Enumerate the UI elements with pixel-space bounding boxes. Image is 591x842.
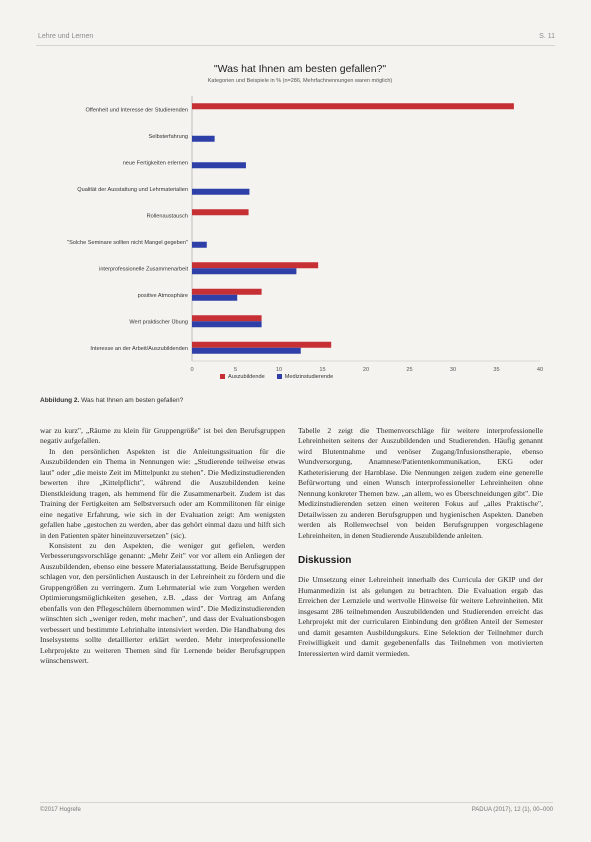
paragraph: Tabelle 2 zeigt die Themenvorschläge für weitere interprofessionelle Lehreinheiten seitens der Auszubildenden und Studierenden. Häufig genannt wird Blutentnahme und venöser Zugang/Infusionstherapie, ebenso Wundversorgung, Anamnese/Patientenkommunikation, EKG oder Katheterisierung der Harnblase. Die Nennungen zeigen zudem eine generelle Befürwortung und einen Wunsch interprofessioneller Lehreinheiten ohne Nennung konkreter Themen bzw. „an allem, wo es Überschneidungen gibt". Die Medizinstudierenden setzen einen weiteren Fokus auf „alles Praktische", Detailwissen zu anderen Berufsgruppen und hygienischen Aspekten. Daneben werden als Rollenwechsel von beiden Berufsgruppen vorgeschlagene Lehreinheiten, in denen Studierende Auszubildende anleiten. xyxy=(298,426,543,540)
x-tick-label: 5 xyxy=(233,367,238,373)
running-head xyxy=(36,33,555,45)
legend-swatch xyxy=(277,374,282,379)
header-divider xyxy=(36,45,555,46)
x-tick-label: 20 xyxy=(362,367,370,373)
figure-caption-text: Was hat Ihnen am besten gefallen? xyxy=(79,397,184,404)
footer-divider xyxy=(40,802,553,803)
figure-caption-label: Abbildung 2. xyxy=(40,397,80,404)
category-label: Selbsterfahrung xyxy=(148,133,188,140)
figure-caption xyxy=(40,397,183,404)
text-column-left xyxy=(40,426,285,666)
x-tick-label: 25 xyxy=(406,367,413,373)
paragraph: Die Umsetzung einer Lehreinheit innerhalb des Curricula der GKIP und der Humanmedizin ist als gelungen zu betrachten. Die Evaluation ergab das Erreichen der Lernziele und wertvolle Hinweise für weitere Lehreinheiten. Mit insgesamt 286 teilnehmenden Auszubildenden und Studierenden erreicht das Lehrprojekt mit der curricularen Einbindung den größten Anteil der Semester und damit gesamten Ausbildungskurs. Eine Selektion der Teilnehmer durch Freiwilligkeit und damit gegebenenfalls das Teilnehmen von motivierten Interessierten wird damit vermieden. xyxy=(298,575,543,658)
category-label: Qualität der Ausstattung und Lehrmaterialien xyxy=(77,186,188,193)
paragraph: In den persönlichen Aspekten ist die Anleitungssituation für die Auszubildenden ein Thema in Nennungen wie: „Studierende teilweise etwas laut" oder „die meiste Zeit im Mittelpunkt zu stehen". Die Medizinstudierenden bewerten ihre „Kittelpflicht", während die Auszubildenden keine Dienstkleidung tragen, als hemmend für die Zusammenarbeit. Zudem ist das Training der Fertigkeiten am Selbstversuch oder am Kommilitonen für einige eine negative Erfahrung, wie sich in der Evaluation zeigt: Am wenigsten gefallen habe „gestochen zu werden, aber das gehört einmal dazu und hilft sich in den Patienten später hineinzuversetzen" (sic). xyxy=(40,446,285,540)
bar-medizinstudierende xyxy=(192,348,301,354)
bar-medizinstudierende xyxy=(192,295,237,301)
category-label: positive Atmosphäre xyxy=(137,292,188,299)
paragraph: Konsistent zu den Aspekten, die weniger gut gefielen, werden Verbesserungsvorschläge genannt: „Mehr Zeit" vor vor allem ein Anliegen der Auszubildenden, ebenso eine bessere Materialausstattung. Beide Berufsgruppen schlagen vor, den persönlichen Austausch in der Lehreinheit zu fördern und die Gruppengrößen zu verringern. Zum Lehrmaterial wie zum Vorgehen werden Optimierungsmöglichkeiten gesehen, z.B. „dass der Vortrag am Anfang ebenfalls von den Pflegeschülern übernommen wird". Die Medizinstudierenden wünschten sich „weniger reden, mehr machen", und dass der Evaluationsbogen verbessert und bestimmte Lehrinhalte intensiviert werden. Die Handhabung des Inselsystems sollte detaillierter erklärt werden. Mehr interprofessionelle Lehrprojekte zu weiteren Themen sind für Lernende beider Berufsgruppen wünschenswert. xyxy=(40,540,285,665)
bar-medizinstudierende xyxy=(192,136,215,142)
running-head-page-number: S. 11 xyxy=(539,33,555,40)
footer-citation: PADUA (2017), 12 (1), 00–000 xyxy=(471,807,553,813)
legend-swatch xyxy=(220,374,225,379)
category-label: Rollenaustausch xyxy=(146,213,188,220)
paragraph: war zu kurz", „Räume zu klein für Gruppengröße" ist bei den Berufsgruppen negativ aufgefallen. xyxy=(40,426,285,446)
bar-medizinstudierende xyxy=(192,321,262,327)
bar-medizinstudierende xyxy=(192,162,246,168)
legend-label: Auszubildende xyxy=(228,374,265,380)
category-label: Interesse an der Arbeit/Auszubildenden xyxy=(90,345,188,352)
page-footer xyxy=(40,807,553,817)
bar-auszubildende xyxy=(192,209,249,215)
legend-label: Medizinstudierende xyxy=(284,374,334,380)
chart-plot xyxy=(40,58,560,388)
bar-auszubildende xyxy=(192,342,331,348)
x-tick-label: 10 xyxy=(275,367,283,373)
bar-medizinstudierende xyxy=(192,242,207,248)
category-label: neue Fertigkeiten erlernen xyxy=(122,160,188,167)
x-tick-label: 40 xyxy=(536,367,544,373)
bar-auszubildende xyxy=(192,315,262,321)
chart-legend xyxy=(220,374,345,384)
x-tick-label: 35 xyxy=(493,367,500,373)
bar-auszubildende xyxy=(192,103,514,109)
x-tick-label: 0 xyxy=(190,367,194,373)
text-column-right xyxy=(298,426,543,659)
chart-subtitle: Kategorien und Beispiele in % (n=286, Mehrfachnennungen waren möglich) xyxy=(207,78,393,84)
legend-item xyxy=(277,374,334,380)
category-label: "Solche Seminare sollten nicht Mangel gegeben" xyxy=(67,239,188,246)
category-label: Offenheit und Interesse der Studierenden xyxy=(85,107,188,114)
x-tick-label: 30 xyxy=(449,367,457,373)
bar-medizinstudierende xyxy=(192,268,296,274)
x-tick-label: 15 xyxy=(319,367,326,373)
bar-medizinstudierende xyxy=(192,189,249,195)
legend-item xyxy=(220,374,265,380)
category-label: interprofessionelle Zusammenarbeit xyxy=(99,266,188,273)
section-heading: Diskussion xyxy=(298,554,352,566)
chart-title: "Was hat Ihnen am besten gefallen?" xyxy=(213,63,387,75)
bar-auszubildende xyxy=(192,262,318,268)
running-head-left: Lehre und Lernen xyxy=(38,33,94,40)
bar-chart xyxy=(40,58,560,388)
category-label: Wert praktischer Übung xyxy=(129,319,188,326)
bar-auszubildende xyxy=(192,289,262,295)
footer-copyright: ©2017 Hogrefe xyxy=(40,807,81,813)
